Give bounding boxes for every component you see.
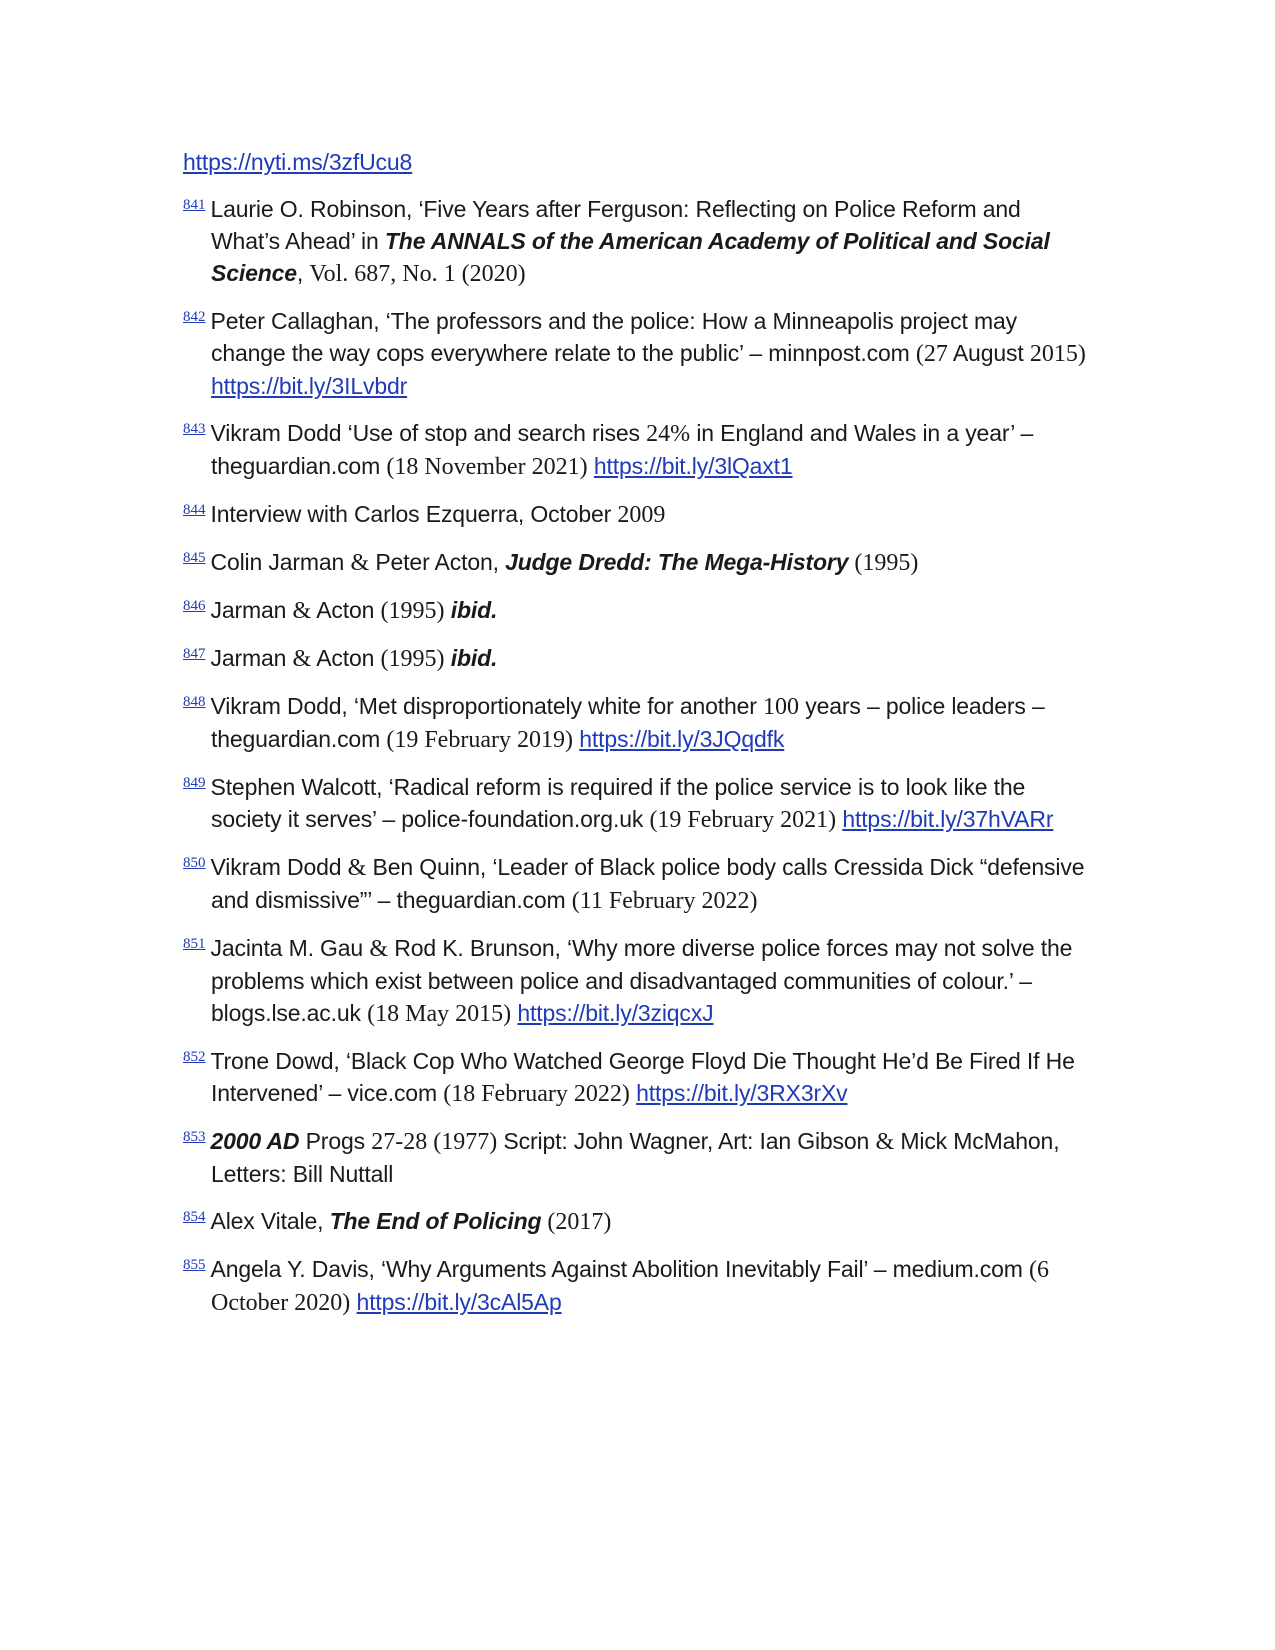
endnote-841 bbox=[183, 189, 1088, 290]
endnote-text: Progs bbox=[299, 1128, 372, 1154]
ampersand: & bbox=[292, 646, 312, 672]
endnote-number[interactable]: 842 bbox=[183, 309, 206, 325]
endnote-continuation bbox=[183, 146, 1088, 178]
ibid-text: ibid. bbox=[450, 597, 498, 623]
endnote-text: Peter Callaghan, ‘The professors and the police: How a Minneapolis project may change the way cops everywhere relate to the public’ – minnpost.com bbox=[210, 308, 1018, 366]
endnote-number[interactable]: 850 bbox=[183, 855, 206, 871]
endnote-text: Angela Y. Davis, ‘Why Arguments Against Abolition Inevitably Fail’ – medium.com bbox=[210, 1256, 1030, 1282]
endnote-text: Rod K. Brunson, ‘Why more diverse police forces may not solve the problems which exist between police and disadvantaged communities of colour.’ – blogs.lse.ac.uk bbox=[211, 935, 1073, 1026]
endnote-date: (19 February 2019) bbox=[386, 727, 573, 753]
endnote-number[interactable]: 852 bbox=[183, 1049, 206, 1065]
endnote-text: Colin Jarman bbox=[210, 549, 351, 575]
endnote-number[interactable]: 855 bbox=[183, 1257, 206, 1273]
ampersand: & bbox=[350, 550, 370, 576]
endnote-date: (19 February 2021) bbox=[649, 807, 837, 833]
endnote-text: Vikram Dodd ‘Use of stop and search rises bbox=[210, 420, 647, 446]
endnote-text: Jacinta M. Gau bbox=[210, 935, 370, 961]
endnote-date: 2009 bbox=[617, 502, 666, 528]
endnote-number[interactable]: 847 bbox=[183, 646, 206, 662]
ampersand: & bbox=[347, 855, 367, 881]
endnote-854 bbox=[183, 1201, 1088, 1238]
endnote-link[interactable]: https://bit.ly/3RX3rXv bbox=[636, 1080, 848, 1106]
endnote-846 bbox=[183, 590, 1088, 627]
publication-title: 2000 AD bbox=[210, 1128, 300, 1154]
endnote-date: (1995) bbox=[380, 598, 445, 624]
endnote-847 bbox=[183, 638, 1088, 675]
endnote-text: Jarman bbox=[210, 645, 293, 671]
endnote-date: (1995) bbox=[848, 550, 919, 576]
ampersand: & bbox=[875, 1129, 895, 1155]
endnote-date: (18 February 2022) bbox=[443, 1081, 630, 1107]
endnote-date: (11 February 2022) bbox=[571, 888, 758, 914]
endnote-850 bbox=[183, 847, 1088, 917]
endnote-text: Peter Acton, bbox=[369, 549, 506, 575]
endnote-date: (18 November 2021) bbox=[386, 454, 588, 480]
endnote-text: Trone Dowd, ‘Black Cop Who Watched George Floyd Die Thought He’d Be Fired If He Intervened’ – vice.com bbox=[210, 1048, 1075, 1106]
endnote-852 bbox=[183, 1041, 1088, 1110]
endnote-text: Alex Vitale, bbox=[210, 1208, 330, 1234]
endnote-link[interactable]: https://bit.ly/3JQqdfk bbox=[579, 726, 785, 752]
endnote-855 bbox=[183, 1249, 1088, 1319]
endnote-link[interactable]: https://bit.ly/3cAl5Ap bbox=[356, 1289, 562, 1315]
endnote-number[interactable]: 849 bbox=[183, 775, 206, 791]
endnote-text: , bbox=[296, 260, 310, 286]
endnote-853 bbox=[183, 1121, 1088, 1190]
endnote-845 bbox=[183, 542, 1088, 579]
endnote-text: in England and Wales in a year’ – theguardian.com bbox=[211, 420, 1034, 479]
ibid-text: ibid. bbox=[450, 645, 498, 671]
endnote-number[interactable]: 843 bbox=[183, 421, 206, 437]
endnote-849 bbox=[183, 767, 1088, 836]
endnote-date: (6 October 2020) bbox=[211, 1257, 1050, 1316]
endnote-link[interactable]: https://nyti.ms/3zfUcu8 bbox=[183, 149, 413, 175]
publication-title: The End of Policing bbox=[329, 1208, 542, 1234]
endnote-figure: 24% bbox=[646, 421, 691, 447]
endnote-text: Mick McMahon, Letters: Bill Nuttall bbox=[211, 1128, 1060, 1187]
ampersand: & bbox=[369, 936, 388, 962]
endnote-date: 27-28 (1977) bbox=[371, 1129, 498, 1155]
endnote-text: Script: John Wagner, Art: Ian Gibson bbox=[497, 1128, 876, 1154]
endnote-number[interactable]: 848 bbox=[183, 694, 206, 710]
endnote-date: (27 bbox=[915, 341, 948, 367]
endnote-text: Acton bbox=[311, 645, 381, 671]
endnote-date: (18 May 2015) bbox=[367, 1001, 512, 1027]
endnote-text: August bbox=[947, 340, 1030, 366]
endnote-text: Vikram Dodd bbox=[210, 854, 348, 880]
publication-title: The ANNALS of the American Academy of Political and Social Science bbox=[211, 228, 1050, 286]
endnote-text: Stephen Walcott, ‘Radical reform is required if the police service is to look like the society it serves’ – police-foundation.org.uk bbox=[210, 774, 1026, 832]
endnote-number[interactable]: 846 bbox=[183, 598, 206, 614]
endnote-link[interactable]: https://bit.ly/37hVARr bbox=[842, 806, 1054, 832]
endnote-848 bbox=[183, 686, 1088, 756]
endnote-text: Vikram Dodd, ‘Met disproportionately white for another bbox=[210, 693, 764, 719]
endnote-date: (2017) bbox=[541, 1209, 612, 1235]
endnote-842 bbox=[183, 301, 1088, 402]
endnote-date: (1995) bbox=[380, 646, 445, 672]
endnote-844 bbox=[183, 494, 1088, 531]
endnote-figure: 100 bbox=[763, 694, 800, 720]
endnote-text: Ben Quinn, ‘Leader of Black police body calls Cressida Dick “defensive and dismissive”’ – theguardian.com bbox=[211, 854, 1085, 913]
endnote-number[interactable]: 854 bbox=[183, 1209, 206, 1225]
endnote-text: Interview with Carlos Ezquerra, October bbox=[210, 501, 618, 527]
endnote-link[interactable]: https://bit.ly/3ILvbdr bbox=[211, 373, 408, 399]
publication-title: Judge Dredd: The Mega-History bbox=[505, 549, 849, 575]
endnote-843 bbox=[183, 413, 1088, 483]
endnote-date: 2015) bbox=[1029, 341, 1086, 367]
endnote-851 bbox=[183, 928, 1088, 1030]
ampersand: & bbox=[292, 598, 312, 624]
endnote-text: Laurie O. Robinson, ‘Five Years after Ferguson: Reflecting on Police Reform and What’s Ahead’ in bbox=[210, 196, 1021, 254]
endnote-text: Acton bbox=[311, 597, 381, 623]
endnote-link[interactable]: https://bit.ly/3lQaxt1 bbox=[593, 453, 793, 479]
endnote-link[interactable]: https://bit.ly/3ziqcxJ bbox=[517, 1000, 714, 1026]
endnote-number[interactable]: 845 bbox=[183, 550, 206, 566]
endnote-number[interactable]: 841 bbox=[183, 197, 206, 213]
endnote-date: Vol. 687, No. 1 (2020) bbox=[309, 261, 526, 287]
endnotes-list bbox=[183, 146, 1088, 1330]
endnote-number[interactable]: 853 bbox=[183, 1129, 206, 1145]
endnote-text: years – police leaders – theguardian.com bbox=[211, 693, 1045, 752]
endnote-text: Jarman bbox=[210, 597, 293, 623]
endnote-number[interactable]: 851 bbox=[183, 936, 206, 952]
endnote-number[interactable]: 844 bbox=[183, 502, 206, 518]
